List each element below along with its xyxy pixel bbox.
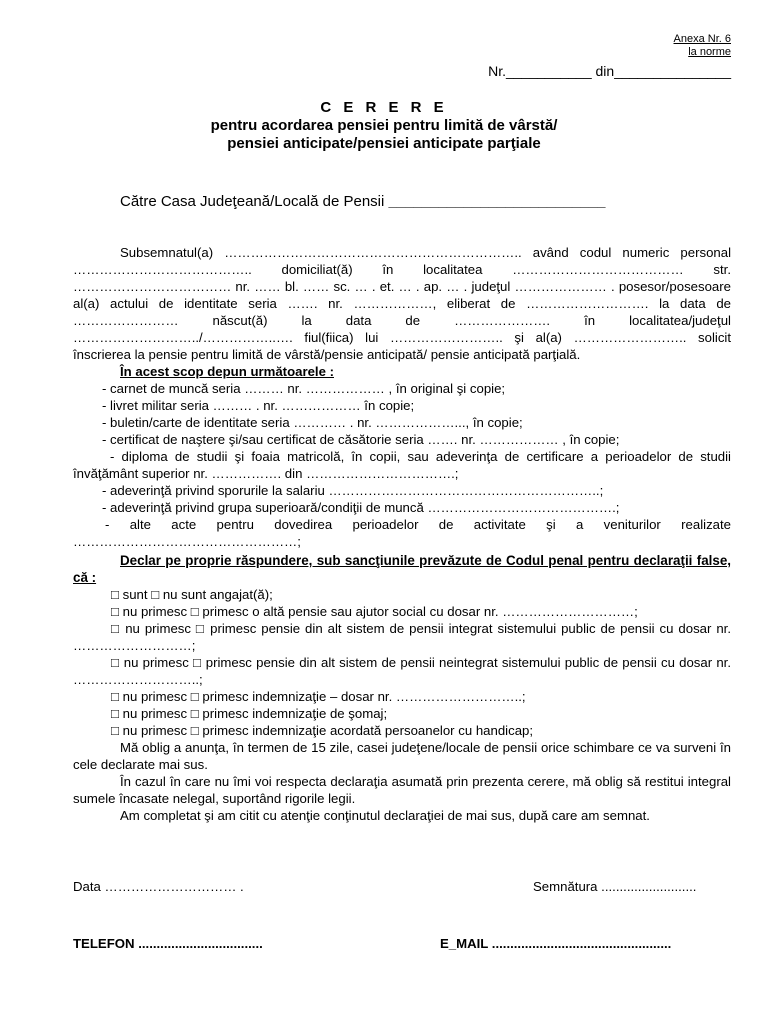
documents-header: În acest scop depun următoarele : [120, 364, 334, 379]
checkbox-line[interactable]: □ nu primesc □ primesc indemnizaţie de şomaj; [111, 706, 388, 721]
addressee-blank: __________________________ [388, 193, 606, 210]
addressee-label: Către Casa Judeţeană/Locală de Pensii [120, 193, 385, 210]
contact-row [73, 935, 731, 952]
checkbox-line[interactable]: □ nu primesc □ primesc pensie din alt sistem de pensii neintegrat sistemului public de pensii cu dosar nr. ………………………..; [73, 655, 731, 687]
email-field[interactable]: E_MAIL ................................................. [440, 936, 672, 951]
document-item: - diploma de studii şi foaia matricolă, în copii, sau adeverinţa de certificare a perioadelor de studii învăţământ superior nr. ……………. din …………………………….; [73, 449, 731, 481]
title-line-3: pensiei anticipate/pensiei anticipate parţiale [227, 135, 541, 152]
checkbox-line[interactable]: □ sunt □ nu sunt angajat(ă); [111, 587, 273, 602]
closing-paragraph: Mă oblig a anunţa, în termen de 15 zile, casei judeţene/locale de pensii orice schimbare ce va surveni în cele declarate mai sus. [73, 740, 731, 772]
annex-number: Anexa Nr. 6 [673, 33, 731, 45]
date-signature-row [73, 878, 731, 895]
declaration-text: Declar pe proprie răspundere, sub sancţiunile prevăzute de Codul penal pentru declaraţii false, că : [73, 553, 731, 585]
document-item: - livret militar seria ……… . nr. ……………… în copie; [102, 398, 415, 413]
document-item: - buletin/carte de identitate seria ………… . nr. ………………..., în copie; [102, 415, 523, 430]
form-body [73, 244, 731, 824]
checkbox-line[interactable]: □ nu primesc □ primesc pensie din alt sistem de pensii integrat sistemului public de pensii cu dosar nr. ………………………; [73, 621, 731, 653]
declaration-heading [73, 552, 731, 586]
title-main: C E R E R E [320, 99, 448, 116]
registration-number-line: Nr.___________ din_______________ [488, 63, 731, 79]
document-item: - certificat de naştere şi/sau certificat de căsătorie seria ……. nr. ……………… , în copie; [102, 432, 620, 447]
document-item: - carnet de muncă seria ……… nr. ……………… , în original şi copie; [102, 381, 506, 396]
checkbox-line[interactable]: □ nu primesc □ primesc o altă pensie sau ajutor social cu dosar nr. …………………………; [111, 604, 638, 619]
document-title [0, 99, 768, 153]
signature-field[interactable]: Semnătura .......................... [533, 879, 697, 894]
addressee-line [120, 193, 605, 210]
closing-paragraph: În cazul în care nu îmi voi respecta declaraţia asumată prin prezenta cerere, mă oblig să restitui integral sumele încasate nelegal, suportând rigorile legii. [73, 774, 731, 806]
intro-paragraph: Subsemnatul(a) ………………………………………………………….. având codul numeric personal ………………………………….. domiciliat(ă) în localitatea ………………………………… str. ……………………………… nr. …… bl. …… sc. … . et. … . ap. … . judeţul ………………… . posesor/posesoare al(a) actului de identitate seria ……. nr. ………………, eliberat de ………………………. la data de …………………… născut(ă) la data de …………………. în localitatea/judeţul ………………………../……………..…. fiul(fiica) lui …………………….. şi al(a) …………………….. solicit înscrierea la pensie pentru limită de vârstă/pensie anticipată/ pensie anticipată parţială. [73, 245, 731, 362]
annex-norms: la norme [688, 46, 731, 58]
document-item: - alte acte pentru dovedirea perioadelor de activitate şi a veniturilor realizate ……………………………………………; [73, 517, 731, 549]
phone-field[interactable]: TELEFON .................................. [73, 936, 263, 951]
document-item: - adeverinţă privind sporurile la salariu ……………………………………………………..; [102, 483, 604, 498]
annex-reference [674, 33, 731, 59]
title-line-2: pentru acordarea pensiei pentru limită de vârstă/ [210, 117, 558, 134]
date-field[interactable]: Data ………………………… . [73, 879, 244, 894]
closing-paragraph: Am completat şi am citit cu atenţie conţinutul declaraţiei de mai sus, după care am semnat. [120, 808, 650, 823]
checkbox-line[interactable]: □ nu primesc □ primesc indemnizaţie acordată persoanelor cu handicap; [111, 723, 534, 738]
document-item: - adeverinţă privind grupa superioară/condiţii de muncă …………………………………….; [102, 500, 620, 515]
checkbox-line[interactable]: □ nu primesc □ primesc indemnizaţie – dosar nr. ………………………..; [111, 689, 526, 704]
